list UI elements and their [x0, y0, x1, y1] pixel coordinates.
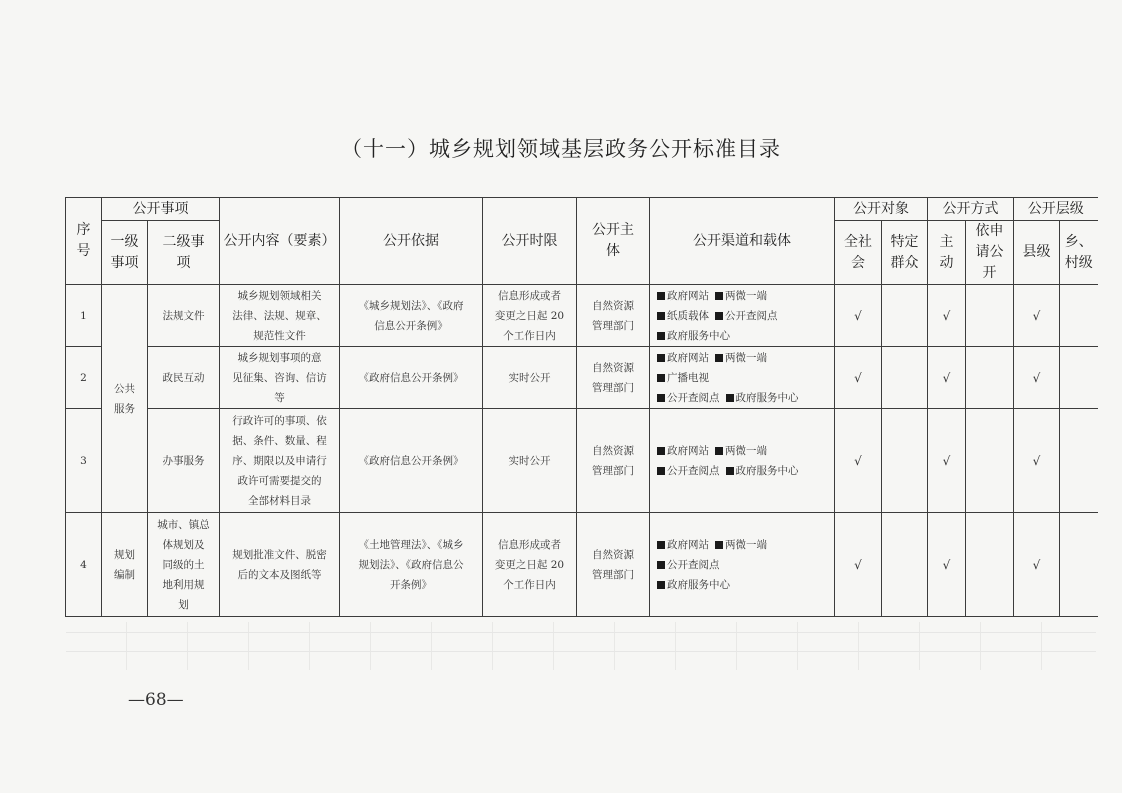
text-line: 主 [939, 233, 954, 250]
mark-on-request [966, 285, 1014, 347]
channel-item: 政府服务中心 [667, 578, 730, 591]
channel-line [650, 368, 834, 388]
text-line: 开条例》 [390, 578, 432, 591]
channel-item: 广播电视 [667, 371, 709, 384]
mark-township-village [1060, 285, 1098, 347]
text-line: 法规文件 [162, 309, 205, 322]
text-line: 信息形成或者 [498, 289, 561, 302]
text-line: 变更之日起 20 [494, 309, 565, 322]
mark-all-public: √ [835, 285, 882, 347]
text-line: 政民互动 [162, 371, 205, 384]
header-subject [577, 198, 650, 285]
text-line: 动 [939, 254, 954, 271]
mark-county: √ [1014, 409, 1060, 513]
text-line: 个工作日内 [503, 578, 556, 591]
mark-all-public: √ [835, 513, 882, 617]
text-line: 据、条件、数量、程 [232, 434, 327, 447]
text-line: 依申 [975, 223, 1004, 239]
row-channels [650, 409, 835, 513]
channel-item: 公开查阅点 [667, 558, 720, 571]
mark-township-village [1060, 347, 1098, 409]
row-level2 [148, 347, 220, 409]
text-line: 规划 [114, 548, 135, 561]
row-seq: 2 [66, 347, 102, 409]
channel-item: 政府网站 [667, 351, 709, 364]
mark-on-request [966, 513, 1014, 617]
table-row [66, 409, 1098, 513]
mark-specific-group [882, 285, 928, 347]
text-line: 《政府信息公开条例》 [358, 454, 464, 467]
text-line: 划 [178, 598, 189, 611]
text-line: 序 [76, 222, 91, 238]
header-level2 [148, 221, 220, 285]
filled-square-icon [715, 312, 723, 320]
filled-square-icon [657, 374, 665, 382]
table-row [66, 513, 1098, 617]
filled-square-icon [657, 447, 665, 455]
filled-square-icon [726, 394, 734, 402]
header-level-township [1060, 221, 1098, 285]
mark-specific-group [882, 347, 928, 409]
filled-square-icon [726, 467, 734, 475]
text-line: 号 [76, 243, 91, 259]
text-line: 自然资源 [592, 361, 634, 374]
channel-item: 公开查阅点 [725, 309, 778, 322]
channel-line [650, 348, 834, 368]
mark-county: √ [1014, 513, 1060, 617]
text-line: 公共 [114, 382, 135, 395]
filled-square-icon [715, 354, 723, 362]
channel-item: 公开查阅点 [667, 391, 720, 404]
text-line: 《城乡规划法》、《政府 [358, 299, 464, 312]
channel-item: 政府服务中心 [667, 329, 730, 342]
text-line: 自然资源 [592, 444, 634, 457]
header-channels: 公开渠道和载体 [650, 198, 835, 285]
text-line: 全社 [844, 233, 872, 250]
text-line: 地利用规 [162, 578, 205, 591]
row-level2 [148, 285, 220, 347]
header-item-group: 公开事项 [102, 198, 220, 221]
channel-item: 两微一端 [725, 289, 767, 302]
channel-item: 两微一端 [725, 444, 767, 457]
filled-square-icon [657, 581, 665, 589]
text-line: 见征集、咨询、信访 [232, 371, 327, 384]
text-line: 自然资源 [592, 548, 634, 561]
row-channels [650, 347, 835, 409]
row-content [220, 347, 340, 409]
table-row [66, 285, 1098, 347]
page-title: （十一）城乡规划领域基层政务公开标准目录 [341, 137, 781, 161]
text-line: 规划批准文件、脱密 [232, 548, 327, 561]
mark-county: √ [1014, 347, 1060, 409]
row-basis [340, 285, 483, 347]
text-line: 群众 [890, 254, 919, 271]
text-line: 等 [274, 391, 285, 404]
mark-active: √ [928, 285, 966, 347]
level1-planning [102, 513, 148, 617]
row-time [483, 285, 577, 347]
text-line: 政许可需要提交的 [237, 474, 322, 487]
filled-square-icon [657, 394, 665, 402]
mark-township-village [1060, 513, 1098, 617]
text-line: 村级 [1064, 254, 1093, 271]
mark-active: √ [928, 347, 966, 409]
channel-line [650, 575, 834, 595]
text-line: 会 [851, 254, 865, 271]
channel-line [650, 326, 834, 346]
text-line: 变更之日起 20 [494, 558, 565, 571]
header-mode-group: 公开方式 [928, 198, 1014, 221]
text-line: 管理部门 [592, 464, 634, 477]
header-level-group: 公开层级 [1014, 198, 1098, 221]
channel-line [650, 461, 834, 481]
header-target-all [835, 221, 882, 285]
standard-catalog-table [65, 197, 1098, 617]
text-line: 编制 [114, 568, 135, 581]
page-number: —68— [128, 690, 184, 710]
filled-square-icon [657, 561, 665, 569]
header-target-specific [882, 221, 928, 285]
row-time [483, 409, 577, 513]
text-line: 城乡规划事项的意 [237, 351, 322, 364]
text-line: 同级的土 [162, 558, 205, 571]
header-seq [66, 198, 102, 285]
text-line: 服务 [114, 402, 135, 415]
text-line: 法律、法规、规章、 [232, 309, 327, 322]
header-level1 [102, 221, 148, 285]
header-time: 公开时限 [483, 198, 577, 285]
text-line: 城乡规划领域相关 [237, 289, 322, 302]
mark-specific-group [882, 513, 928, 617]
channel-item: 纸质载体 [667, 309, 709, 322]
mark-all-public: √ [835, 409, 882, 513]
row-basis [340, 347, 483, 409]
channel-line [650, 388, 834, 408]
text-line: 二级事 [162, 233, 205, 250]
filled-square-icon [715, 541, 723, 549]
mark-township-village [1060, 409, 1098, 513]
mark-on-request [966, 409, 1014, 513]
text-line: 管理部门 [592, 381, 634, 394]
text-line: 行政许可的事项、依 [232, 414, 327, 427]
filled-square-icon [657, 467, 665, 475]
row-basis [340, 409, 483, 513]
row-content [220, 285, 340, 347]
text-line: 办事服务 [162, 454, 205, 467]
row-seq: 4 [66, 513, 102, 617]
table-row [66, 347, 1098, 409]
channel-item: 政府网站 [667, 289, 709, 302]
bleed-through-background [66, 622, 1096, 670]
text-line: 实时公开 [508, 371, 551, 384]
row-basis [340, 513, 483, 617]
filled-square-icon [657, 292, 665, 300]
text-line: 规范性文件 [253, 329, 306, 342]
text-line: 《政府信息公开条例》 [358, 371, 464, 384]
text-line: 全部材料目录 [248, 494, 311, 507]
row-subject [577, 285, 650, 347]
header-content: 公开内容（要素） [220, 198, 340, 285]
filled-square-icon [715, 292, 723, 300]
text-line: 事项 [110, 254, 139, 271]
channel-item: 政府网站 [667, 538, 709, 551]
text-line: 信息公开条例》 [374, 319, 448, 332]
channel-line [650, 441, 834, 461]
text-line: 体 [606, 243, 620, 259]
text-line: 规划法》、《政府信息公 [358, 558, 464, 571]
text-line: 体规划及 [162, 538, 205, 551]
header-target-group: 公开对象 [835, 198, 928, 221]
text-line: 一级 [110, 233, 139, 250]
row-content [220, 409, 340, 513]
row-content [220, 513, 340, 617]
channel-line [650, 286, 834, 306]
channel-item: 两微一端 [725, 538, 767, 551]
channel-line [650, 306, 834, 326]
text-line: 自然资源 [592, 299, 634, 312]
channel-item: 政府网站 [667, 444, 709, 457]
channel-item: 公开查阅点 [667, 464, 720, 477]
mark-county: √ [1014, 285, 1060, 347]
mark-specific-group [882, 409, 928, 513]
row-subject [577, 513, 650, 617]
text-line: 公开主 [592, 222, 634, 238]
filled-square-icon [657, 354, 665, 362]
text-line: 请公 [975, 244, 1004, 260]
channel-item: 政府服务中心 [735, 464, 799, 477]
mark-on-request [966, 347, 1014, 409]
header-basis: 公开依据 [340, 198, 483, 285]
text-line: 序、期限以及申请行 [232, 454, 327, 467]
channel-line [650, 555, 834, 575]
text-line: 管理部门 [592, 319, 634, 332]
filled-square-icon [657, 332, 665, 340]
row-channels [650, 285, 835, 347]
row-channels [650, 513, 835, 617]
text-line: 《土地管理法》、《城乡 [358, 538, 464, 551]
filled-square-icon [657, 541, 665, 549]
row-seq: 1 [66, 285, 102, 347]
text-line: 开 [982, 265, 997, 281]
mark-active: √ [928, 409, 966, 513]
filled-square-icon [715, 447, 723, 455]
text-line: 后的文本及图纸等 [237, 568, 322, 581]
text-line: 信息形成或者 [498, 538, 561, 551]
channel-item: 两微一端 [725, 351, 767, 364]
row-subject [577, 409, 650, 513]
row-time [483, 513, 577, 617]
text-line: 个工作日内 [503, 329, 556, 342]
text-line: 特定 [890, 233, 919, 250]
row-seq: 3 [66, 409, 102, 513]
header-row-1 [66, 198, 1098, 221]
text-line: 乡、 [1064, 233, 1093, 250]
mark-active: √ [928, 513, 966, 617]
level1-public-service [102, 285, 148, 513]
filled-square-icon [657, 312, 665, 320]
header-mode-apply [966, 221, 1014, 285]
mark-all-public: √ [835, 347, 882, 409]
header-level-county: 县级 [1014, 221, 1060, 285]
channel-line [650, 535, 834, 555]
header-mode-active [928, 221, 966, 285]
channel-item: 政府服务中心 [735, 391, 799, 404]
row-time [483, 347, 577, 409]
text-line: 城市、镇总 [157, 518, 210, 531]
row-level2 [148, 513, 220, 617]
row-level2 [148, 409, 220, 513]
text-line: 管理部门 [592, 568, 634, 581]
row-subject [577, 347, 650, 409]
text-line: 实时公开 [508, 454, 551, 467]
text-line: 项 [176, 254, 191, 271]
